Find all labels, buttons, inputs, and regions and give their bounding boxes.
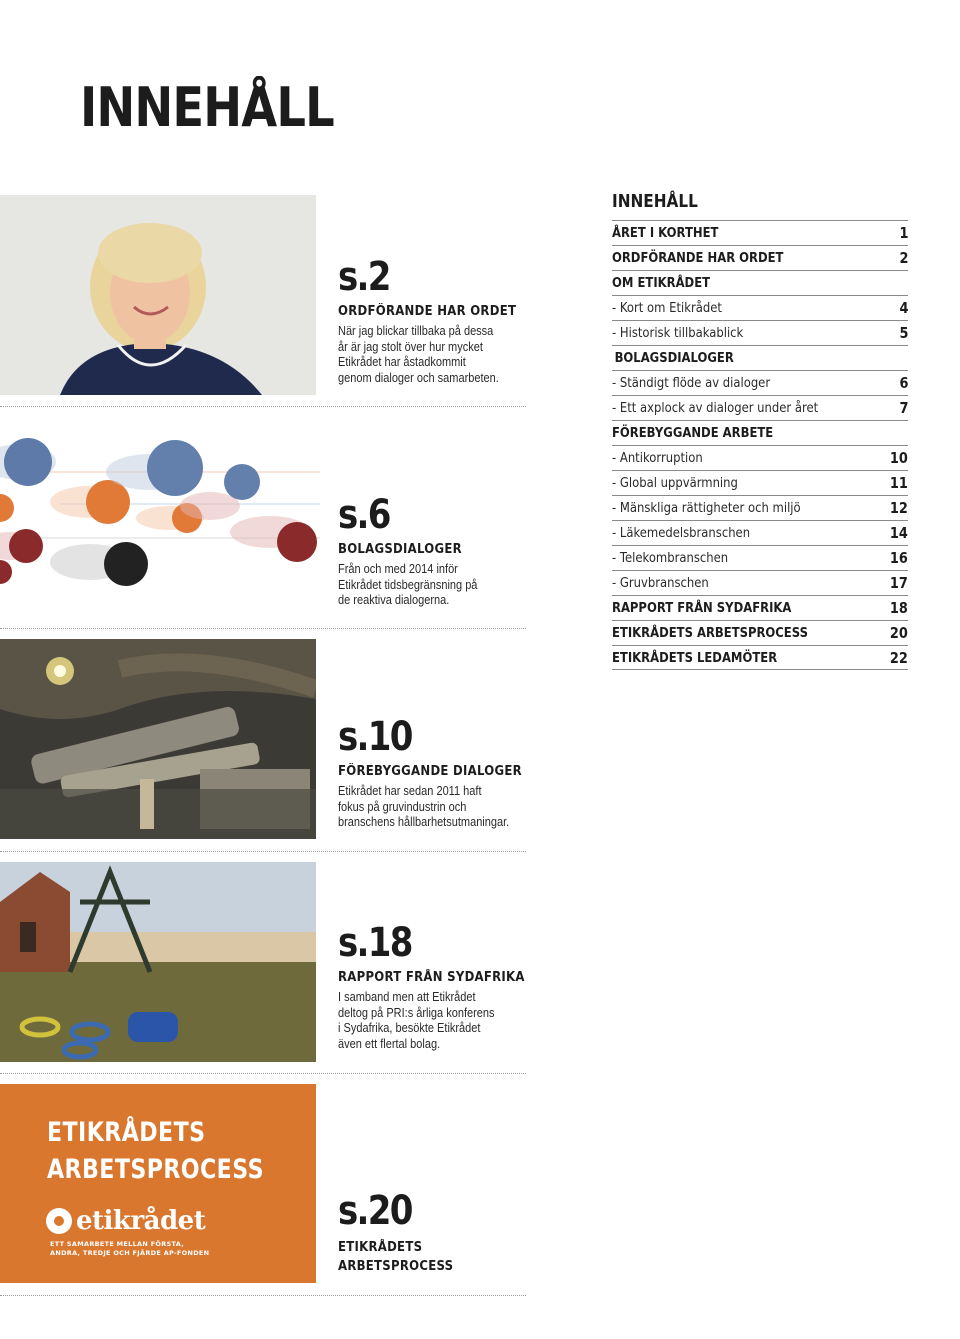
toc-entry-page: 14: [890, 524, 908, 542]
mining-photo: [0, 639, 316, 839]
toc-entry-label: ÅRET I KORTHET: [612, 225, 719, 241]
toc-entry[interactable]: [612, 370, 908, 395]
toc-entry-label: - Ett axplock av dialoger under året: [612, 400, 819, 416]
toc-entry-page: 11: [890, 474, 908, 492]
feature-heading: RAPPORT FRÅN SYDAFRIKA: [338, 970, 525, 985]
toc-title: INNEHÅLL: [612, 191, 698, 212]
toc-entry[interactable]: [612, 620, 908, 645]
feature-heading: FÖREBYGGANDE DIALOGER: [338, 764, 522, 779]
table-of-contents: [612, 190, 908, 670]
toc-entry[interactable]: [612, 595, 908, 620]
toc-entry-page: 16: [890, 549, 908, 567]
toc-entry[interactable]: [612, 470, 908, 495]
etikradet-logo: [46, 1206, 205, 1236]
toc-entry-page: 12: [890, 499, 908, 517]
feature-preventive-dialogues: [338, 716, 538, 831]
toc-entry[interactable]: [612, 345, 908, 370]
toc-entry-label: - Historisk tillbakablick: [612, 325, 744, 341]
toc-entry-page: 17: [890, 574, 908, 592]
toc-entry-label: - Telekombranschen: [612, 550, 729, 566]
toc-entry-label: ETIKRÅDETS LEDAMÖTER: [612, 649, 778, 666]
toc-entry[interactable]: [612, 520, 908, 545]
logo-mark-icon: [46, 1208, 72, 1234]
feature-description: Från och med 2014 inför Etikrådet tidsbegränsning på de reaktiva dialogerna.: [338, 562, 478, 607]
toc-entry-page: 10: [890, 449, 908, 467]
toc-entry[interactable]: [612, 645, 908, 670]
logo-tagline: ETT SAMARBETE MELLAN FÖRSTA, ANDRA, TREDJE OCH FJÄRDE AP-FONDEN: [50, 1240, 210, 1257]
feature-heading: ETIKRÅDETS ARBETSPROCESS: [338, 1240, 454, 1274]
section-divider: [0, 628, 526, 629]
toc-entry-label: OM ETIKRÅDET: [612, 275, 711, 291]
toc-entry[interactable]: [612, 395, 908, 420]
toc-entry[interactable]: [612, 320, 908, 345]
section-divider: [0, 1073, 526, 1074]
toc-entry-page: 18: [890, 599, 908, 617]
toc-entry[interactable]: [612, 445, 908, 470]
toc-entry[interactable]: [612, 295, 908, 320]
toc-entry-label: - Gruvbranschen: [612, 575, 709, 591]
toc-entry-page: 4: [899, 299, 908, 317]
feature-company-dialogues: [338, 494, 538, 609]
toc-entry[interactable]: [612, 220, 908, 245]
toc-entry-label: RAPPORT FRÅN SYDAFRIKA: [612, 600, 792, 616]
feature-page-number: s.10: [338, 714, 412, 760]
feature-south-africa-report: [338, 922, 538, 1052]
toc-entry-page: 1: [899, 224, 908, 242]
toc-entry-page: 6: [899, 374, 908, 392]
toc-entry-label: - Ständigt flöde av dialoger: [612, 375, 771, 391]
toc-entry-page: 7: [899, 399, 908, 417]
toc-entry-label: - Läkemedelsbranschen: [612, 525, 751, 541]
work-process-banner: [0, 1084, 316, 1283]
toc-entry-label: BOLAGSDIALOGER: [614, 350, 734, 366]
section-divider: [0, 851, 526, 852]
toc-entry-label: - Antikorruption: [612, 450, 703, 466]
toc-entry-label: FÖREBYGGANDE ARBETE: [612, 425, 774, 441]
toc-entry-label: ORDFÖRANDE HAR ORDET: [612, 250, 784, 266]
banner-title-line: ARBETSPROCESS: [47, 1154, 264, 1185]
toc-entry-label: ETIKRÅDETS ARBETSPROCESS: [612, 625, 808, 641]
section-divider: [0, 406, 526, 407]
feature-heading: ORDFÖRANDE HAR ORDET: [338, 304, 517, 319]
feature-description: I samband men att Etikrådet deltog på PRI:s årliga konferens i Sydafrika, besökte Etikrådet även ett flertal bolag.: [338, 990, 495, 1051]
feature-page-number: s.18: [338, 920, 412, 966]
toc-entry-page: 22: [890, 648, 908, 667]
chairperson-portrait-image: [0, 195, 316, 395]
toc-entry[interactable]: [612, 245, 908, 270]
toc-entry-page: 5: [899, 324, 908, 342]
logo-wordmark: etikrådet: [76, 1206, 206, 1236]
feature-page-number: s.6: [338, 492, 390, 538]
toc-entry[interactable]: [612, 420, 908, 445]
feature-description: När jag blickar tillbaka på dessa år är jag stolt över hur mycket Etikrådet har åstadkommit genom dialoger och samarbeten.: [338, 324, 499, 385]
toc-entry-page: 2: [899, 249, 908, 267]
toc-entry[interactable]: [612, 270, 908, 295]
feature-description: Etikrådet har sedan 2011 haft fokus på gruvindustrin och branschens hållbarhetsutmaningar.: [338, 784, 510, 829]
section-divider: [0, 1295, 526, 1296]
south-africa-photo: [0, 862, 316, 1062]
feature-work-process: [338, 1190, 538, 1276]
toc-entry[interactable]: [612, 570, 908, 595]
feature-heading: BOLAGSDIALOGER: [338, 542, 462, 557]
dialogue-bubbles-illustration: [0, 432, 320, 600]
toc-entry-page: 20: [890, 624, 908, 642]
toc-entry[interactable]: [612, 495, 908, 520]
toc-entry[interactable]: [612, 545, 908, 570]
toc-list: [612, 220, 908, 670]
banner-title-line: ETIKRÅDETS: [47, 1117, 206, 1148]
toc-entry-label: - Mänskliga rättigheter och miljö: [612, 500, 801, 516]
feature-page-number: s.20: [338, 1188, 412, 1234]
page-title: INNEHÅLL: [80, 76, 334, 139]
toc-entry-label: - Global uppvärmning: [612, 475, 738, 491]
feature-chairperson: [338, 256, 538, 386]
toc-entry-label: - Kort om Etikrådet: [612, 300, 722, 316]
feature-page-number: s.2: [338, 254, 390, 300]
